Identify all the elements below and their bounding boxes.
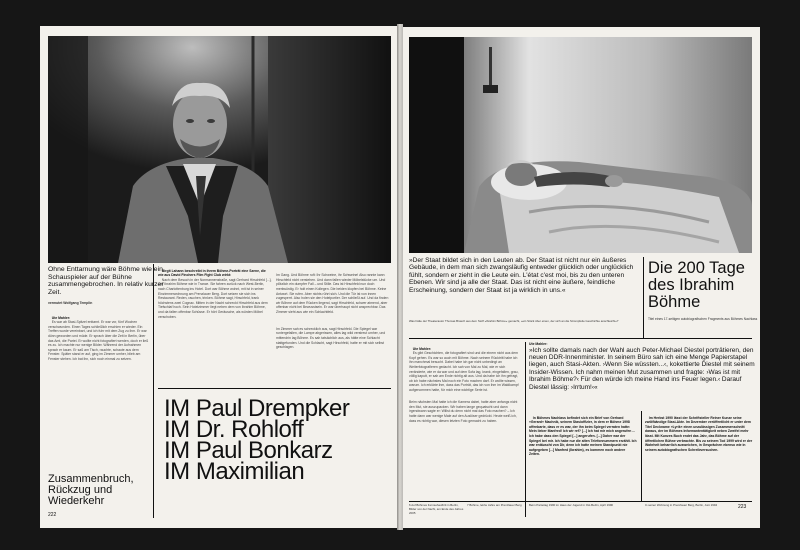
- text-column-1: [48, 311, 149, 366]
- box-rule: [641, 411, 642, 501]
- column-rule-2: [153, 388, 154, 518]
- im-codename-4: IM Maximilian: [164, 458, 305, 485]
- text-column-3-body-2: Im Zimmer sah es schrecklich aus, sagt Hirschfeld. Die Spiegel war runtergefallen, die Lampe abgerissen, alles lag wild verstreut umher, und mittendrin lag Böhme. Es sah tatsächlich aus, als hätte eine Schlacht stattgefunden. Und die Schlacht, sagt Hirschfeld, hatte er mit sich selbst geschlagen.: [276, 326, 387, 350]
- kunze-box: [645, 411, 753, 457]
- page-number: 222: [48, 512, 57, 518]
- text-column-3-body: Im Gang. Und Böhme ruft: Ihr Schweine, ihr Schweine! Also rannte kann Hirschfeld nicht verstehen. Und dann fallen wieder Möbelstücke um. Und plötzlich ein dumpfer Fall – und Stille. Das ist Hirschfeld nun doch merkwürdig. Er holt einen Kollegen. Die beiden klopfen bei Böhme. Keine Antwort. Sie rufen. Aber nichts rührt sich. Und die Tür ist von innen zugesperrt. Also holen sie den Hotelportier. Der schließt auf. Und da finden wir Böhme auf dem Rücken liegend, sagt Hirschfeld, schwer atmend, aber offenbar nicht bei Bewusstsein. Er war überhaupt nicht ansprechbar. Das Zimmer sieht aus wie ein Schlachtfeld.: [276, 273, 390, 314]
- im-codename-3: IM Paul Bonkarz: [164, 437, 333, 464]
- column-rule-right: [525, 342, 526, 517]
- article-title: Die 200 Tage des Ibrahim Böhme: [648, 259, 745, 311]
- text-column-a-body: Es gibt Geschichten, die fotografiert sind und die einem nicht aus dem Kopf gehen. Es war so auch mit Böhme. Nach seinem Rücktritt habe ich ihn manchmal besucht. Dabei habe ich gar nicht unbedingt an Weiterfotografieren gedacht. Ich sah von Mal zu Mal, wie er sich veränderte, wie er da war und auf dem Sofa lag, krank, eingefallen, grau, völlig kaputt, er sah am Ende richtig alt aus. Und da habe ich ihn gefragt, ob ich habe nächstes Mal noch ein Foto machen darf. Er wollte wissen, warum. Ich erklärte ihm, dass das Porträt, das ich von ihm im Waldkampf aufgenommen hatte, für mich eine wichtige Serie ist.: [409, 351, 520, 392]
- text-column-2-body: Nach dem Besuch in der Normannenstraße, sagt Gerhard Hirschfeld [...], war Ibrahim Böhme wie in Trance. Sie fahren zurück nach West-Berlin, nach Charlottenburg ins Hotel. Dort war Böhme wohnt, mit ist in seiner Einzimmerwohnung am Prenzlauer Berg. Dort setzen sie sich ins Restaurant. Reden, rauchen, trinken. Böhme sagt, Hirschfeld, trank höchstens zwei Cognac. Mitten in der Nacht schreckt Hirschfeld aus dem Tiefschlaf hoch. Sein Hotelzimmer liegt neben dem von Ibrahim Böhme, und da fallen offenbar Schüsse. Er hört Geräusche, als würden Möbel verschoben.: [158, 277, 273, 319]
- left-page: [40, 26, 397, 528]
- photo-caption-2: In seiner Wohnung in Prenzlauer Berg, Berlin, Juni 1994: [645, 503, 718, 507]
- photo-caption: Ohne Enttarnung wäre Böhme wie ein Schauspieler auf der Bühne zusammengebrochen. In relativ kurzer Zeit.: [48, 266, 164, 296]
- diestel-quote: »Ich sollte damals nach der Wahl auch Peter-Michael Diestel porträtieren, den neuen DDR-Innenminister. In seinem Büro sah ich eine Menge Papierstapel liegen, auch Stasi-Akten. ›Wenn Sie wüssten...‹, kokettierte Diestel mit seinem Insider-Wissen. Ich nahm meinen Mut zusammen und fragte: ›Was ist mit Ibrahim Böhme?‹ Für den würde ich meine Hand ins Feuer legen.‹ Darauf Diestel lässig: ›Irrtum!‹«: [529, 346, 755, 391]
- portrait-photo-image: [48, 36, 391, 263]
- im-codename-list: [164, 395, 350, 485]
- text-column-3: [276, 264, 390, 359]
- footnote-1: 6 Auf Böhmes Fernsehauftritt in Berlin, Bilder von der Nacht, am Ende des Jahres 2005: [409, 503, 464, 515]
- footnote-rule: [409, 501, 752, 502]
- section-rule-right: [409, 338, 752, 339]
- text-column-a: [409, 342, 521, 432]
- caption-credit: vermutet Wolfgang Templin: [48, 301, 93, 305]
- im-codename-2: IM Dr. Rohloff: [164, 416, 304, 443]
- title-rule: [643, 257, 644, 339]
- pull-quote-source: Was hätte der Theaterautor Thomas Brasch aus dem Stoff »Ibrahim Böhme« gemacht, »ein Stück über einen, der sich an die Strompfeile Geschichte anschleicht«?: [409, 319, 619, 323]
- machnik-letter-box: [529, 411, 637, 501]
- pull-quote: »Der Staat bildet sich in den Leuten ab. Der Staat ist nicht nur ein äußeres Gebäude, in dem man sich zwangsläufig entweder glücklich oder unglücklich fühlt, sondern er zieht in die Leute ein. L'état c'est moi, bis zu den unteren Ebenen. Wir sind ja alle der Staat. Das ist nicht eine äußere, feindliche Erscheinung, sondern der Staat ist ja wirklich in uns.«: [409, 257, 634, 294]
- text-column-2-lead: Birgit Lahann beschreibt in ihrem Böhme-Porträt eine Szene, die wie aus David Finchers Film Fight Club wirkt:: [158, 268, 267, 278]
- text-column-1-body: Es war ab Stasi-Spitzel enttarnt. Er war vor, fünf Wochen verschwunden. Einen Tages schließlich erschien er wieder. Ein Treffen wurde vereinbart, und ich fuhr mit dem Zug zu ihm. Er war dünn geworden und müde. Er sprach über die Zeit in Berlin, über das Amt, die Partei. Er wollte nicht fotografiert werden, doch er ließ es zu. Ich machte nur wenige Bilder. Während der Aufnahmen sprach er kaum. Er saß am Tisch, rauchte, schaute aus dem Fenster. Später stand er auf, ging im Zimmer umher, blieb am Fenster stehen. Ich bat ihn, sich noch einmal zu setzen.: [48, 320, 150, 361]
- text-column-b-lead: Ute Mahler:: [529, 342, 548, 346]
- im-codename-1: IM Paul Drempker: [164, 395, 350, 422]
- column-rule: [153, 264, 154, 388]
- machnik-letter-text: In Böhmes Nachlass befindet sich ein Brief von Gerhard »Gerard« Machnik, seinem Stasioffizier, in dem er Böhme 1998 offenbarte, dass er es war, der ihn beim Spiegel verraten hatte: Mein lieber Manfred! Ich wir ref? [...] Ich hat mir mich angerufen ... Ich habe dass den Spiegel [...] angerufen. [...] Daher war der Spiegel bei mir. Ich habe nur die alten Telefonnummern erzählt. Ich war entäuscht von Dir, denn ich hatte meinen Standpunkt nie aufgegeben [...] Manfred (Ibrahim), es kommen noch andere Zeiten.: [529, 415, 638, 457]
- portrait-photo: [48, 36, 391, 263]
- text-column-1-lead: Ute Mahler:: [51, 315, 71, 320]
- text-column-a-lead: Ute Mahler:: [412, 346, 432, 351]
- text-column-b: [529, 342, 755, 391]
- reclining-photo: [409, 37, 752, 253]
- article-title-subtitle: Titel eines 17-seitigen autobiografischen Fragments aus Böhmes Nachlass: [648, 317, 758, 321]
- footnote-2: 7 Böhme, letzte Jahre am Prenzlauer Berg: [467, 503, 522, 507]
- page-number-right: 223: [738, 504, 747, 510]
- text-column-a-body-2: Beim nächsten Mal hatte ich die Kamera dabei, hatte aber anfangs nicht den Mut, sie auszupacken. Wir haben lange gequatscht und dann irgendwann sagte er: Willst du denn nicht mal das Foto machen? – Ich hatte dann war wenige Male auf den Auslöser gedrückt. Heute weiß ich, dass es richtig war, diesen letzten Foto gemacht zu haben.: [409, 400, 519, 423]
- right-page: [403, 27, 760, 528]
- kunze-text: Im Herbst 1990 lässt der Schriftsteller Reiner Kunze seine zwölfbändige Stasi-Akte. Im Dezember veröffentlicht er unter dem Titel Deckname »Lyrik« einen unzulässigen Zusammenschnitt daraus, der im Böhmes Informantentätigkeit neben Zweifel mehr lässt. Mit Kunzes Buch endet das Jahr, das Böhme auf der öffentlichen Bühne verbrachte. Bis zu seinem Tod 1999 wird er der Wahrheit beharrlich ausweichen, in Gesprächen ebenso wie in seinem autobiografischen Schreibversuchen.: [645, 415, 754, 452]
- photo-caption-1: Beim Parteitag 1990 im Haus der Jugend in Ost-Berlin, April 1990: [529, 503, 614, 507]
- text-column-2: [158, 264, 272, 324]
- section-rule: [158, 388, 391, 389]
- reclining-photo-image: [409, 37, 752, 253]
- section-title: Zusammenbruch, Rückzug und Wiederkehr: [48, 473, 134, 507]
